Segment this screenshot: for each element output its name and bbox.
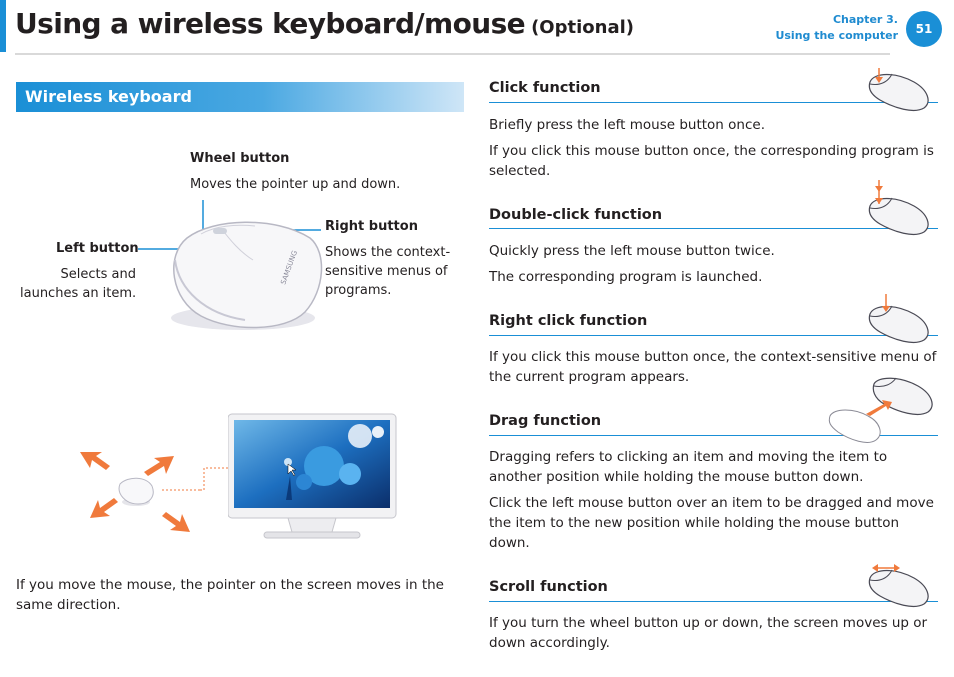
click-function-title: Click function [489,80,601,96]
scroll-left-arrow-icon [872,564,878,572]
wheel-button-title: Wheel button [190,151,290,166]
page-title-suffix: (Optional) [531,17,634,38]
arrow-down-right-icon [162,512,190,532]
double-click-function-text: Quickly press the left mouse button twice. The corresponding program is launched. [489,243,775,285]
arrow-down-left-icon [90,498,118,518]
click-mouse-icon [866,68,936,112]
header-accent-bar [0,0,6,52]
arrow-up-left-icon [80,452,110,470]
header-divider [15,53,890,55]
right-button-title: Right button [325,219,418,234]
mouse-brand-label: SAMSUNG [279,249,300,286]
chapter-label [775,12,898,44]
right-click-function-text: If you click this mouse button once, the context-sensitive menu of the current program appears. [489,349,937,385]
right-button-desc: Shows the context- sensitive menus of programs. [325,245,451,298]
mouse-direction-illustration [72,440,202,540]
wheel-button-desc: Moves the pointer up and down. [190,177,401,192]
all-in-one-pc-illustration [228,412,398,542]
double-click-mouse-icon [866,180,936,236]
left-button-title: Left button [56,241,139,256]
mouse-illustration [135,190,335,340]
page-number-badge: 51 [906,11,942,47]
left-button-desc: Selects and launches an item. [20,267,137,301]
drag-arrow-icon [866,400,892,416]
mouse-movement-caption: If you move the mouse, the pointer on the screen moves in the same direction. [16,577,444,613]
scroll-mouse-icon [866,562,936,608]
scroll-function-text: If you turn the wheel button up or down, the screen moves up or down accordingly. [489,615,928,651]
scroll-function-title: Scroll function [489,579,608,595]
right-click-mouse-icon [866,294,936,344]
arrow-up-right-icon [144,456,174,476]
chapter-name: Using the computer [775,29,898,42]
drag-mouse-icon [826,374,942,450]
drag-function-title: Drag function [489,413,602,429]
chapter-number: Chapter 3. [832,13,898,26]
scroll-right-arrow-icon [894,564,900,572]
section-title: Wireless keyboard [25,87,192,106]
page-title: Using a wireless keyboard/mouse (Optional) [15,7,634,40]
right-click-function-title: Right click function [489,313,648,329]
drag-function-text: Dragging refers to clicking an item and moving the item to another position while holding the mouse button down. Click the left mouse button over an item to be dragged and move the item to the new position while holding the mouse button down. [489,449,934,551]
click-function-text: Briefly press the left mouse button once. If you click this mouse button once, the corresponding program is selected. [489,117,934,179]
double-click-function-title: Double-click function [489,207,663,223]
